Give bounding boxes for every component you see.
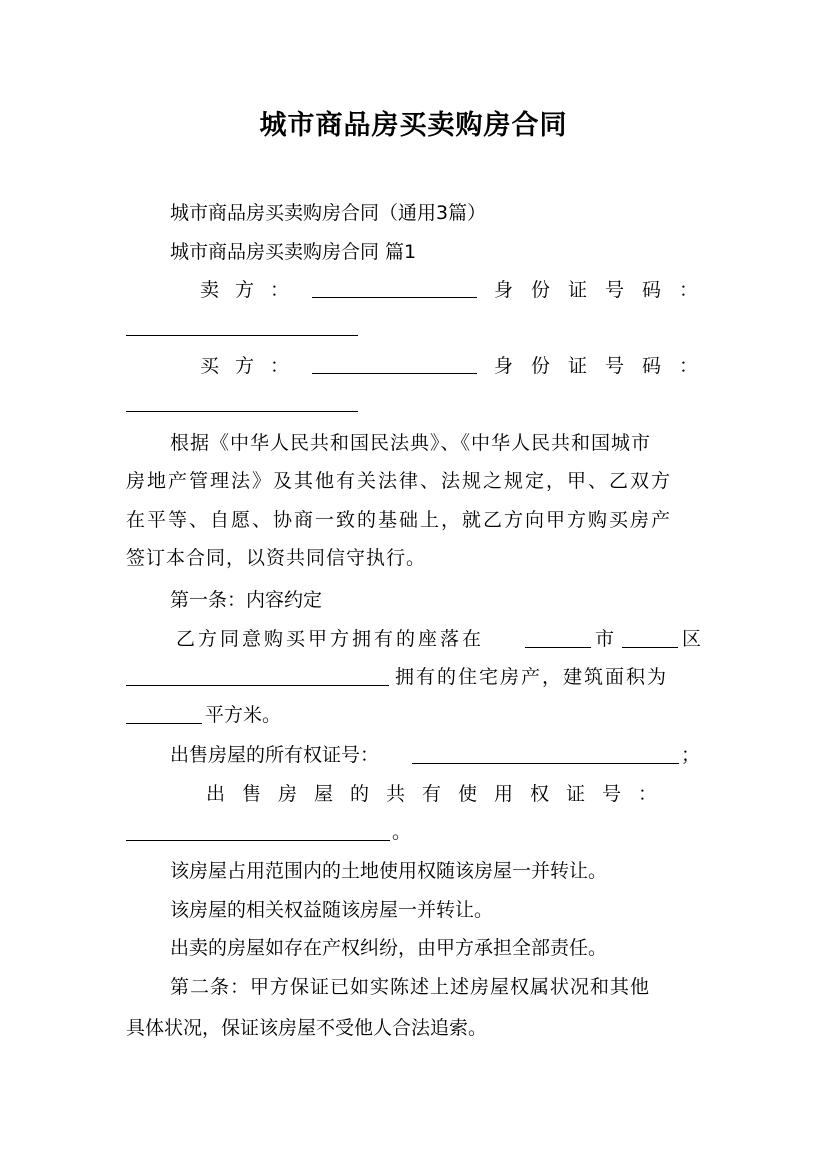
buyer-label: 买方：: [200, 355, 306, 377]
buyer-id-label: 身份证号码：: [494, 355, 717, 377]
article1-location-text: 乙方同意购买甲方拥有的座落在: [176, 628, 485, 650]
dispute-text: 出卖的房屋如存在产权纠纷，由甲方承担全部责任。: [170, 937, 608, 959]
address-blank: [126, 684, 389, 686]
rights-text: 该房屋的相关权益随该房屋一并转让。: [170, 899, 494, 921]
section-heading: 城市商品房买卖购房合同 篇1: [170, 241, 417, 263]
ownership-cert-label: 出售房屋的所有权证号：: [170, 744, 380, 766]
ownership-cert-blank: [412, 762, 679, 764]
seller-label: 卖方：: [200, 279, 306, 301]
buyer-name-blank: [312, 372, 477, 374]
intro-line-4: 签订本合同，以资共同信守执行。: [126, 547, 427, 569]
intro-line-3: 在平等、自愿、协商一致的基础上，就乙方向甲方购买房产: [126, 509, 673, 531]
city-label: 市: [595, 628, 615, 650]
shared-cert-label: 出售房屋的共有使用权证号：: [206, 783, 675, 805]
document-subtitle: 城市商品房买卖购房合同（通用3篇）: [170, 202, 487, 224]
ownership-cert-end: ；: [681, 744, 701, 766]
area-unit: 平方米。: [205, 704, 282, 726]
article1-area-text: 拥有的住宅房产，建筑面积为: [395, 666, 669, 688]
city-blank: [525, 646, 591, 648]
document-title: 城市商品房买卖购房合同: [259, 110, 568, 141]
article2-line-1: 第二条：甲方保证已如实陈述上述房屋权属状况和其他: [170, 976, 651, 998]
intro-line-1: 根据《中华人民共和国民法典》、《中华人民共和国城市: [170, 432, 652, 454]
district-label: 区: [682, 628, 702, 650]
seller-id-blank: [126, 334, 358, 336]
shared-cert-end: 。: [392, 821, 412, 843]
article1-heading: 第一条：内容约定: [170, 589, 323, 611]
seller-name-blank: [312, 296, 477, 298]
seller-id-label: 身份证号码：: [494, 279, 717, 301]
district-blank: [622, 646, 678, 648]
buyer-id-blank: [126, 410, 358, 412]
shared-cert-blank: [126, 839, 390, 841]
intro-line-2: 房地产管理法》及其他有关法律、法规之规定，甲、乙双方: [126, 470, 673, 492]
land-use-text: 该房屋占用范围内的土地使用权随该房屋一并转让。: [170, 860, 608, 882]
area-blank: [126, 722, 202, 724]
article2-line-2: 具体状况，保证该房屋不受他人合法追索。: [126, 1017, 488, 1039]
